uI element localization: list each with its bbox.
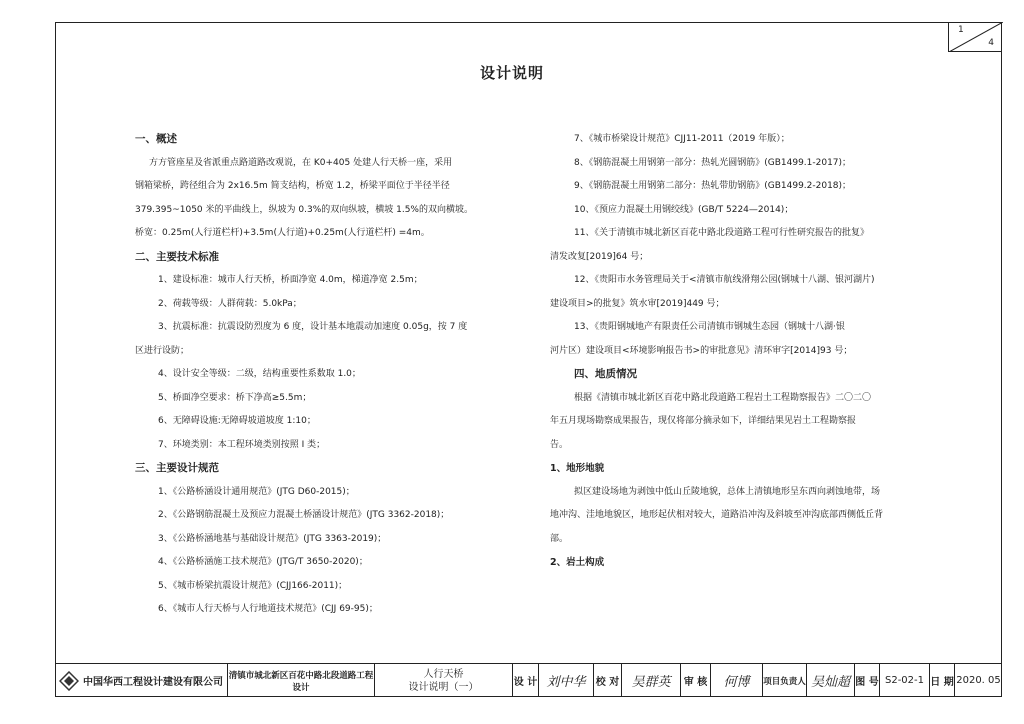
terrain-line: 地冲沟、洼地地貌区，地形起伏相对较大，道路沿冲沟及斜坡至冲沟底部西侧低丘背 — [550, 510, 884, 520]
drawing-title-line2: 设计说明（一） — [408, 681, 479, 693]
design-signature-cell — [539, 664, 594, 697]
standard-item: 3、抗震标准：抗震设防烈度为 6 度，设计基本地震动加速度 0.05g，按 7 度 — [158, 322, 468, 332]
section-heading-codes: 三、主要设计规范 — [135, 462, 219, 474]
title-block — [55, 663, 1002, 697]
subheading-rock-soil: 2、岩土构成 — [550, 557, 605, 568]
check-label: 校 对 — [595, 677, 620, 688]
code-item: 1、《公路桥涵设计通用规范》(JTG D60-2015)； — [158, 486, 355, 497]
code-item: 13、《贵阳钢城地产有限责任公司清镇市钢城生态园（钢城十八湖·银 — [574, 322, 845, 332]
code-item: 清发改复[2019]64 号； — [550, 251, 649, 262]
check-signature-cell — [622, 664, 681, 697]
company-cell — [55, 664, 228, 697]
standard-item: 5、桥面净空要求：桥下净高≥5.5m； — [158, 392, 312, 403]
geology-intro-line: 根据《清镇市城北新区百花中路北段道路工程岩土工程勘察报告》二〇二〇 — [574, 392, 872, 403]
standard-item: 7、环境类别：本工程环境类别按照 I 类； — [158, 439, 326, 450]
lead-signature-cell — [807, 664, 855, 697]
overview-line: 方方管座星及省派重点路道路改观说，在 K0+405 处建人行天桥一座，采用 — [149, 157, 453, 168]
lead-label: 项目负责人 — [763, 676, 806, 687]
page-total: 4 — [988, 38, 994, 48]
code-item: 2、《公路钢筋混凝土及预应力混凝土桥涵设计规范》(JTG 3362-2018)； — [158, 510, 450, 520]
standard-item: 1、建设标准：城市人行天桥，桥面净宽 4.0m，梯道净宽 2.5m； — [158, 275, 423, 285]
drawing-no-cell — [880, 664, 930, 697]
section-heading-overview: 一、概述 — [135, 133, 177, 145]
overview-line: 桥宽：0.25m(人行道栏杆)+3.5m(人行道)+0.25m(人行道栏杆) =4m。 — [135, 228, 430, 238]
code-item: 5、《城市桥梁抗震设计规范》(CJJ166-2011)； — [158, 580, 348, 591]
drawing-title-cell — [375, 664, 513, 697]
company-logo-icon — [59, 671, 79, 691]
check-signature: 吴群英 — [631, 675, 671, 690]
date-value: 2020. 05 — [956, 675, 1001, 686]
lead-signature: 吴灿超 — [810, 675, 850, 690]
right-column — [550, 128, 945, 575]
code-item: 建设项目>的批复》筑水审[2019]449 号； — [550, 298, 725, 309]
document-title: 设计说明 — [479, 64, 544, 82]
drawing-no-label: 图 号 — [855, 677, 879, 688]
review-signature: 何博 — [723, 675, 750, 690]
code-item: 12、《贵阳市水务管理局关于<清镇市航线滑翔公园(钢城十八湖、银河湖片) — [574, 275, 875, 285]
project-name: 清镇市城北新区百花中路北段道路工程设计 — [228, 670, 374, 693]
company-name: 中国华西工程设计建设有限公司 — [83, 677, 223, 688]
lead-label-cell — [763, 664, 807, 697]
code-item: 8、《钢筋混凝土用钢第一部分：热轧光圆钢筋》(GB1499.1-2017)； — [574, 157, 852, 168]
design-label-cell — [513, 664, 539, 697]
standard-item: 4、设计安全等级：二级，结构重要性系数取 1.0； — [158, 369, 361, 379]
code-item: 7、《城市桥梁设计规范》CJJ11-2011（2019 年版）； — [574, 134, 790, 144]
terrain-line: 部。 — [550, 533, 569, 544]
geology-intro-line: 年五月现场勘察成果报告，现仅将部分摘录如下，详细结果见岩土工程勘察报 — [550, 416, 857, 426]
design-signature: 刘中华 — [546, 675, 586, 690]
section-heading-geology: 四、地质情况 — [574, 368, 637, 380]
code-item: 6、《城市人行天桥与人行地道技术规范》(CJJ 69-95)； — [158, 604, 378, 614]
section-heading-standards: 二、主要技术标准 — [135, 250, 219, 263]
standard-item: 区进行设防； — [135, 345, 190, 356]
design-label: 设 计 — [513, 677, 538, 688]
page-number-box — [948, 22, 1002, 52]
drawing-no-label-cell — [855, 664, 880, 697]
left-column — [103, 128, 518, 622]
overview-line: 钢箱梁桥，跨径组合为 2x16.5m 简支结构，桥宽 1.2，桥梁平面位于半径半径 — [135, 181, 450, 191]
review-label-cell — [681, 664, 711, 697]
date-label-cell — [930, 664, 955, 697]
code-item: 4、《公路桥涵施工技术规范》(JTG/T 3650-2020)； — [158, 557, 368, 567]
terrain-line: 拟区建设场地为剥蚀中低山丘陵地貌，总体上清镇地形呈东西向剥蚀地带，场 — [574, 486, 881, 497]
standard-item: 2、荷载等级：人群荷载：5.0kPa； — [158, 298, 302, 309]
project-cell — [228, 664, 375, 697]
review-signature-cell — [711, 664, 763, 697]
review-label: 审 核 — [683, 677, 708, 688]
drawing-number: S2-02-1 — [884, 675, 924, 686]
page-current: 1 — [958, 25, 964, 35]
date-cell — [955, 664, 1002, 697]
code-item: 9、《钢筋混凝土用钢第二部分：热轧带肋钢筋》(GB1499.2-2018)； — [574, 181, 852, 191]
code-item: 3、《公路桥涵地基与基础设计规范》(JTG 3363-2019)； — [158, 533, 387, 544]
check-label-cell — [594, 664, 622, 697]
date-label: 日 期 — [930, 677, 954, 688]
code-item: 11、《关于清镇市城北新区百花中路北段道路工程可行性研究报告的批复》 — [574, 228, 869, 238]
overview-line: 379.395~1050 米的平曲线上，纵坡为 0.3%的双向纵坡，横坡 1.5%的双向横坡。 — [135, 204, 473, 215]
code-item: 河片区）建设项目<环境影响报告书>的审批意见》清环审字[2014]93 号； — [550, 345, 853, 356]
drawing-title-line1: 人行天桥 — [423, 668, 464, 680]
geology-intro-line: 告。 — [550, 439, 569, 450]
standard-item: 6、无障碍设施:无障碍坡道坡度 1:10； — [158, 416, 316, 426]
code-item: 10、《预应力混凝土用钢绞线》(GB/T 5224—2014)； — [574, 204, 794, 215]
subheading-terrain: 1、地形地貌 — [550, 463, 605, 474]
